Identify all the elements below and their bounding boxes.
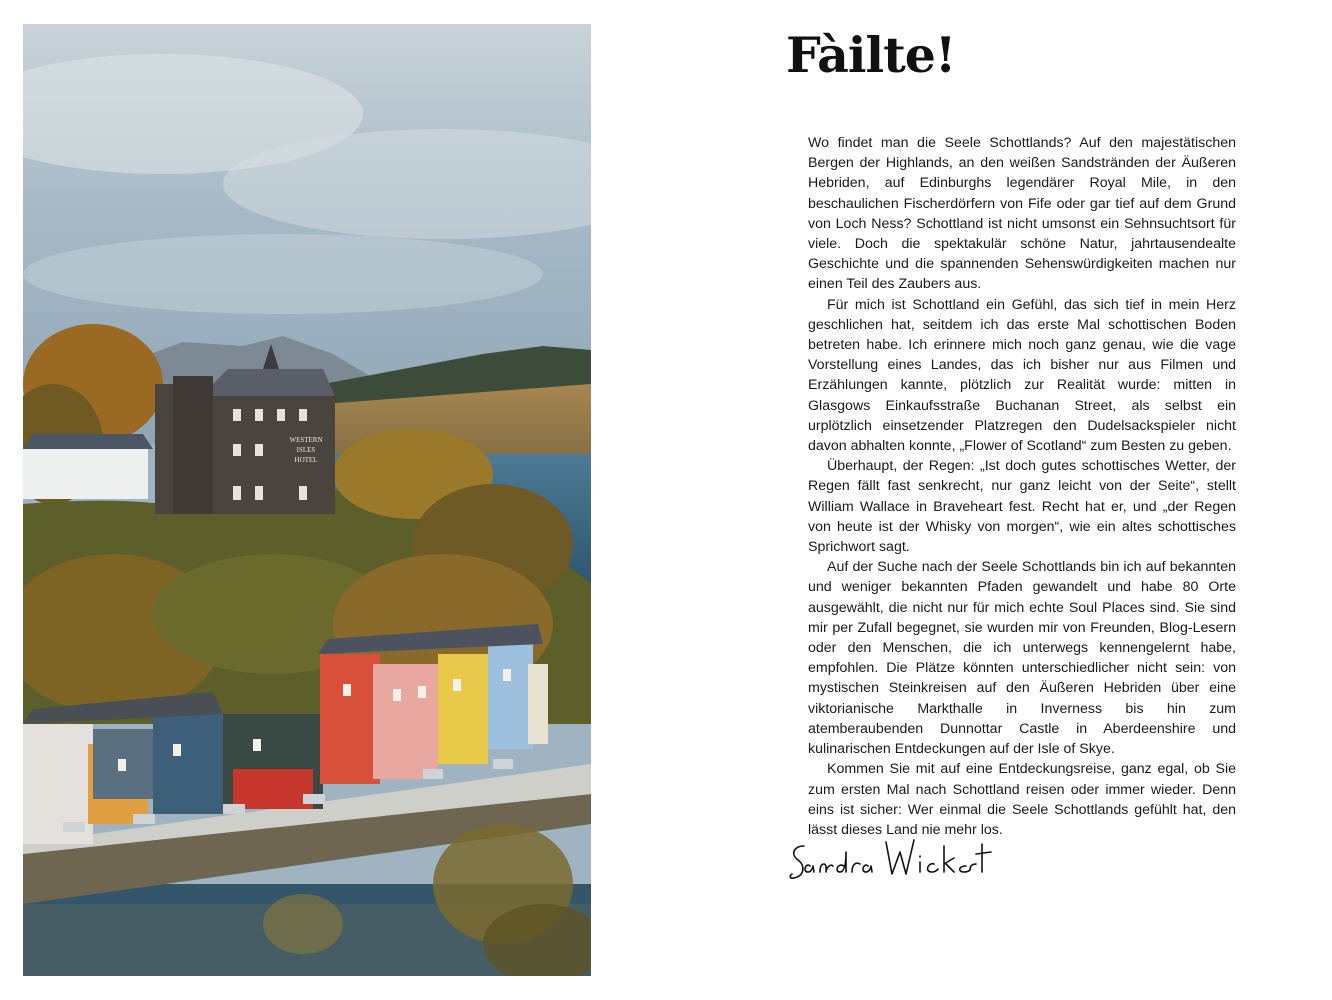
hotel-sign-line-3: HOTEL bbox=[294, 456, 318, 464]
paragraph: Überhaupt, der Regen: „Ist doch gutes schottisches Wetter, der Regen fällt fast senkrecht, nur ganz leicht von der Seite“, stellt William Wallace in Braveheart fest. Recht hat er, und „der Regen von heute ist der Whisky von morgen“, wie ein altes schottisches Sprichwort sagt. bbox=[808, 458, 1236, 556]
author-signature bbox=[786, 832, 1006, 890]
intro-text bbox=[808, 133, 1236, 840]
hotel-sign-line-1: WESTERN bbox=[289, 436, 323, 444]
hotel-sign-line-2: ISLES bbox=[296, 446, 316, 454]
paragraph: Wo findet man die Seele Schottlands? Auf den majestätischen Bergen der Highlands, an den weißen Sandstränden der Äußeren Hebriden, auf Edinburghs legendärer Royal Mile, in den beschaulichen Fischerdörfern von Fife oder gar tief auf dem Grund von Loch Ness? Schottland ist nicht umsonst ein Sehnsuchtsort für viele. Doch die spektakulär schöne Natur, jahrtausendealte Geschichte und die spannenden Sehenswürdigkeiten machen nur einen Teil des Zaubers aus. bbox=[808, 135, 1236, 293]
paragraph: Für mich ist Schottland ein Gefühl, das sich tief in mein Herz geschlichen hat, seitdem ich das erste Mal schottischen Boden betreten habe. Ich erinnere mich noch ganz genau, wie die vage Vorstellung eines Landes, das ich bisher nur aus Filmen und Erzählungen kannte, plötzlich zur Realität wurde: mitten in Glasgows Einkaufsstraße Buchanan Street, als selbst ein urplötzlich einsetzender Platzregen den Dudelsackspieler nicht davon abhalten konnte, „Flower of Scotland“ zum Besten zu geben. bbox=[808, 296, 1236, 455]
page-title: Fàilte! bbox=[786, 26, 956, 84]
harbour-photo bbox=[23, 24, 591, 976]
paragraph: Auf der Suche nach der Seele Schottlands bin ich auf bekannten und weniger bekannten Pfaden gewandelt und habe 80 Orte ausgewählt, die nicht nur für mich echte Soul Places sind. Sie sind mir per Zufall begegnet, sie wurden mir von Freunden, Blog-Lesern oder den Menschen, die ich unterwegs kennengelernt habe, empfohlen. Die Plätze könnten unterschiedlicher nicht sein: von mystischen Steinkreisen auf den Äußeren Hebriden über eine viktorianische Markthalle in Inverness bis hin zum atemberaubenden Dunnottar Castle in Aberdeenshire und kulinarischen Entdeckungen auf der Isle of Skye. bbox=[808, 559, 1236, 758]
paragraph: Kommen Sie mit auf eine Entdeckungsreise, ganz egal, ob Sie zum ersten Mal nach Schottland reisen oder immer wieder. Denn eins ist sicher: Wer einmal die Seele Schottlands gefühlt hat, den lässt dieses Land nie mehr los. bbox=[808, 761, 1236, 838]
